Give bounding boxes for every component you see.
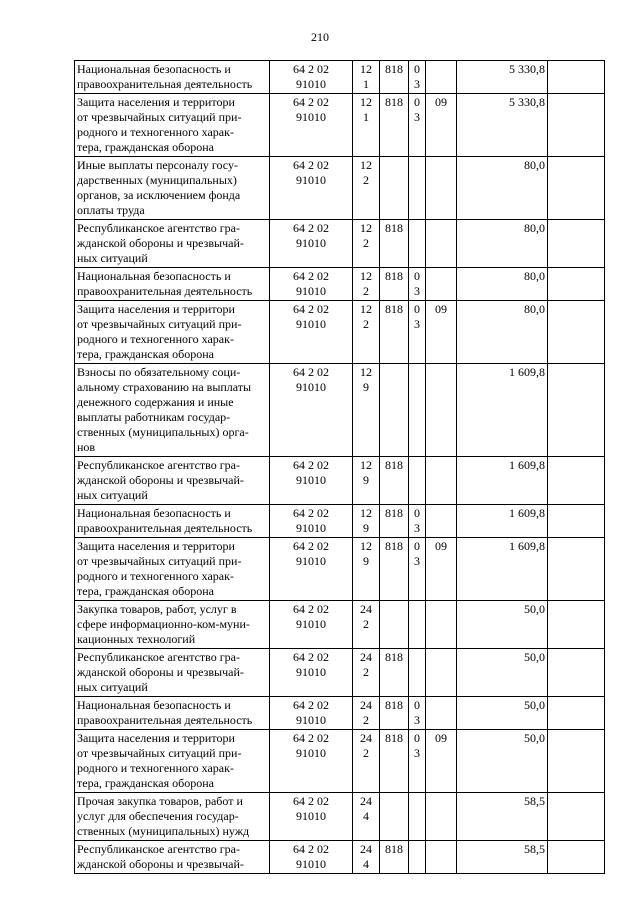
row-rz-cell (409, 649, 426, 697)
row-name-cell (75, 841, 270, 874)
row-sum: 50,0 (524, 602, 545, 616)
row-csr: 64 2 02 91010 (293, 458, 329, 487)
row-rz-cell (409, 793, 426, 841)
row-pr-cell (426, 94, 457, 157)
row-name: Национальная безопасность и правоохранительная деятельность (77, 62, 253, 91)
row-sum-cell (457, 364, 548, 457)
row-rz-cell (409, 94, 426, 157)
row-extra-cell (548, 268, 605, 301)
row-extra-cell (548, 220, 605, 268)
row-extra-cell (548, 61, 605, 94)
row-name: Республиканское агентство гра- жданской обороны и чрезвычай- ных ситуаций (77, 221, 244, 265)
row-csr: 64 2 02 91010 (293, 731, 329, 760)
row-csr: 64 2 02 91010 (293, 221, 329, 250)
row-extra-cell (548, 301, 605, 364)
row-grbs-cell (380, 157, 409, 220)
row-vr-cell (353, 730, 380, 793)
row-vr: 24 2 (360, 698, 372, 727)
row-rz: 0 3 (414, 62, 420, 91)
row-vr: 12 2 (360, 158, 372, 187)
row-name: Национальная безопасность и правоохранительная деятельность (77, 506, 253, 535)
table-row (75, 157, 605, 220)
row-csr-cell (270, 301, 353, 364)
row-rz-cell (409, 730, 426, 793)
row-name: Республиканское агентство гра- жданской обороны и чрезвычай- ных ситуаций (77, 458, 244, 502)
row-name: Закупка товаров, работ, услуг в сфере информационно-ком-муни- кационных технологий (77, 602, 250, 646)
row-csr-cell (270, 538, 353, 601)
row-pr-cell (426, 457, 457, 505)
row-vr: 12 2 (360, 302, 372, 331)
row-rz-cell (409, 301, 426, 364)
row-pr: 09 (435, 95, 447, 109)
row-csr-cell (270, 841, 353, 874)
row-name-cell (75, 538, 270, 601)
row-extra-cell (548, 94, 605, 157)
row-csr-cell (270, 220, 353, 268)
row-name: Национальная безопасность и правоохранительная деятельность (77, 698, 253, 727)
row-rz-cell (409, 697, 426, 730)
row-grbs-cell (380, 220, 409, 268)
row-name: Республиканское агентство гра- жданской обороны и чрезвычай- (77, 842, 244, 871)
row-name-cell (75, 793, 270, 841)
row-grbs: 818 (385, 269, 403, 283)
row-sum-cell (457, 268, 548, 301)
row-vr-cell (353, 94, 380, 157)
row-csr: 64 2 02 91010 (293, 302, 329, 331)
row-extra-cell (548, 730, 605, 793)
row-grbs-cell (380, 94, 409, 157)
row-sum: 80,0 (524, 221, 545, 235)
row-sum-cell (457, 61, 548, 94)
row-rz-cell (409, 61, 426, 94)
row-grbs-cell (380, 268, 409, 301)
row-vr-cell (353, 301, 380, 364)
row-extra-cell (548, 157, 605, 220)
table-row (75, 364, 605, 457)
row-csr: 64 2 02 91010 (293, 842, 329, 871)
row-csr-cell (270, 364, 353, 457)
row-name-cell (75, 505, 270, 538)
row-vr: 24 2 (360, 731, 372, 760)
row-grbs-cell (380, 697, 409, 730)
row-csr-cell (270, 61, 353, 94)
row-grbs: 818 (385, 698, 403, 712)
row-sum-cell (457, 601, 548, 649)
row-pr-cell (426, 220, 457, 268)
table-row (75, 601, 605, 649)
row-csr: 64 2 02 91010 (293, 506, 329, 535)
row-vr: 12 1 (360, 95, 372, 124)
row-pr-cell (426, 601, 457, 649)
row-sum-cell (457, 94, 548, 157)
table-row (75, 538, 605, 601)
row-grbs-cell (380, 841, 409, 874)
row-extra-cell (548, 793, 605, 841)
row-sum-cell (457, 841, 548, 874)
row-csr: 64 2 02 91010 (293, 650, 329, 679)
row-extra-cell (548, 538, 605, 601)
row-pr: 09 (435, 731, 447, 745)
row-pr-cell (426, 697, 457, 730)
row-name-cell (75, 94, 270, 157)
row-csr: 64 2 02 91010 (293, 62, 329, 91)
row-extra-cell (548, 364, 605, 457)
row-vr-cell (353, 649, 380, 697)
row-rz: 0 3 (414, 539, 420, 568)
row-sum-cell (457, 697, 548, 730)
row-name: Защита населения и территори от чрезвычайных ситуаций при- родного и техногенного харак- тера, гражданская оборона (77, 539, 242, 598)
row-csr-cell (270, 157, 353, 220)
row-vr: 12 1 (360, 62, 372, 91)
row-grbs: 818 (385, 458, 403, 472)
row-name-cell (75, 157, 270, 220)
row-pr-cell (426, 268, 457, 301)
row-grbs-cell (380, 538, 409, 601)
row-name-cell (75, 730, 270, 793)
table-row (75, 649, 605, 697)
row-csr-cell (270, 94, 353, 157)
budget-table (74, 60, 605, 874)
table-row (75, 505, 605, 538)
row-pr-cell (426, 364, 457, 457)
row-name-cell (75, 697, 270, 730)
row-name-cell (75, 649, 270, 697)
row-sum-cell (457, 793, 548, 841)
row-sum-cell (457, 301, 548, 364)
row-grbs-cell (380, 730, 409, 793)
row-sum: 1 609,8 (509, 365, 545, 379)
row-rz-cell (409, 364, 426, 457)
row-pr-cell (426, 730, 457, 793)
row-vr-cell (353, 538, 380, 601)
row-rz-cell (409, 457, 426, 505)
row-grbs-cell (380, 601, 409, 649)
row-pr-cell (426, 793, 457, 841)
row-sum: 80,0 (524, 158, 545, 172)
row-name: Защита населения и территори от чрезвычайных ситуаций при- родного и техногенного харак- тера, гражданская оборона (77, 302, 242, 361)
row-csr: 64 2 02 91010 (293, 794, 329, 823)
row-sum: 1 609,8 (509, 506, 545, 520)
row-rz: 0 3 (414, 269, 420, 298)
row-sum: 5 330,8 (509, 95, 545, 109)
row-csr: 64 2 02 91010 (293, 698, 329, 727)
row-vr: 12 9 (360, 458, 372, 487)
table-row (75, 793, 605, 841)
row-sum: 1 609,8 (509, 458, 545, 472)
row-grbs-cell (380, 505, 409, 538)
row-rz-cell (409, 505, 426, 538)
table-row (75, 61, 605, 94)
row-sum-cell (457, 538, 548, 601)
table-row (75, 301, 605, 364)
row-grbs: 818 (385, 731, 403, 745)
row-grbs-cell (380, 649, 409, 697)
table-row (75, 220, 605, 268)
row-sum: 80,0 (524, 302, 545, 316)
row-rz: 0 3 (414, 698, 420, 727)
row-rz-cell (409, 601, 426, 649)
row-vr: 12 2 (360, 269, 372, 298)
row-sum-cell (457, 649, 548, 697)
row-grbs-cell (380, 364, 409, 457)
row-vr-cell (353, 220, 380, 268)
row-csr: 64 2 02 91010 (293, 95, 329, 124)
row-vr: 12 9 (360, 539, 372, 568)
row-pr-cell (426, 538, 457, 601)
row-grbs: 818 (385, 506, 403, 520)
row-grbs-cell (380, 301, 409, 364)
row-grbs: 818 (385, 95, 403, 109)
row-pr: 09 (435, 302, 447, 316)
row-rz-cell (409, 841, 426, 874)
row-sum: 50,0 (524, 698, 545, 712)
row-sum-cell (457, 730, 548, 793)
page-number: 210 (311, 30, 329, 44)
row-name: Защита населения и территори от чрезвычайных ситуаций при- родного и техногенного харак- тера, гражданская оборона (77, 95, 242, 154)
row-vr-cell (353, 364, 380, 457)
row-pr-cell (426, 61, 457, 94)
row-csr-cell (270, 730, 353, 793)
row-sum-cell (457, 505, 548, 538)
row-vr-cell (353, 793, 380, 841)
row-sum: 58,5 (524, 794, 545, 808)
row-sum: 50,0 (524, 650, 545, 664)
row-pr: 09 (435, 539, 447, 553)
row-extra-cell (548, 505, 605, 538)
row-vr-cell (353, 505, 380, 538)
table-row (75, 268, 605, 301)
row-extra-cell (548, 649, 605, 697)
row-rz-cell (409, 157, 426, 220)
row-rz: 0 3 (414, 506, 420, 535)
row-vr: 12 2 (360, 221, 372, 250)
row-name: Национальная безопасность и правоохранительная деятельность (77, 269, 253, 298)
row-name-cell (75, 220, 270, 268)
row-grbs: 818 (385, 221, 403, 235)
row-vr-cell (353, 61, 380, 94)
row-csr: 64 2 02 91010 (293, 365, 329, 394)
row-vr-cell (353, 157, 380, 220)
row-sum-cell (457, 220, 548, 268)
row-rz-cell (409, 220, 426, 268)
row-name-cell (75, 601, 270, 649)
row-rz: 0 3 (414, 95, 420, 124)
row-name: Прочая закупка товаров, работ и услуг для обеспечения государ- ственных (муниципальных) нужд (77, 794, 250, 838)
row-sum: 5 330,8 (509, 62, 545, 76)
row-rz: 0 3 (414, 302, 420, 331)
row-grbs: 818 (385, 539, 403, 553)
row-sum: 58,5 (524, 842, 545, 856)
row-extra-cell (548, 697, 605, 730)
row-pr-cell (426, 841, 457, 874)
row-csr-cell (270, 793, 353, 841)
row-name-cell (75, 364, 270, 457)
row-pr-cell (426, 505, 457, 538)
row-grbs: 818 (385, 302, 403, 316)
table-row (75, 697, 605, 730)
row-sum-cell (457, 457, 548, 505)
row-csr: 64 2 02 91010 (293, 269, 329, 298)
row-csr-cell (270, 649, 353, 697)
row-vr-cell (353, 268, 380, 301)
row-grbs-cell (380, 793, 409, 841)
row-csr: 64 2 02 91010 (293, 602, 329, 631)
row-name-cell (75, 457, 270, 505)
row-rz-cell (409, 268, 426, 301)
row-grbs-cell (380, 61, 409, 94)
row-vr: 24 2 (360, 602, 372, 631)
row-name: Иные выплаты персоналу госу- дарственных (муниципальных) органов, за исключением фонда оплаты труда (77, 158, 241, 217)
row-sum-cell (457, 157, 548, 220)
row-csr-cell (270, 697, 353, 730)
row-vr: 24 4 (360, 794, 372, 823)
table-row (75, 457, 605, 505)
row-rz-cell (409, 538, 426, 601)
row-vr: 12 9 (360, 365, 372, 394)
row-name: Защита населения и территори от чрезвычайных ситуаций при- родного и техногенного харак- тера, гражданская оборона (77, 731, 242, 790)
row-name: Республиканское агентство гра- жданской обороны и чрезвычай- ных ситуаций (77, 650, 244, 694)
row-vr-cell (353, 601, 380, 649)
row-vr-cell (353, 697, 380, 730)
row-pr-cell (426, 157, 457, 220)
row-extra-cell (548, 841, 605, 874)
row-vr-cell (353, 457, 380, 505)
row-sum: 50,0 (524, 731, 545, 745)
table-row (75, 94, 605, 157)
row-grbs-cell (380, 457, 409, 505)
row-grbs: 818 (385, 62, 403, 76)
row-name: Взносы по обязательному соци- альному страхованию на выплаты денежного содержания и иные выплаты работникам государ- ственных (муниципальных) орга- нов (77, 365, 252, 454)
row-pr-cell (426, 649, 457, 697)
row-name-cell (75, 268, 270, 301)
row-extra-cell (548, 601, 605, 649)
row-pr-cell (426, 301, 457, 364)
row-grbs: 818 (385, 842, 403, 856)
row-csr-cell (270, 268, 353, 301)
row-csr: 64 2 02 91010 (293, 539, 329, 568)
row-name-cell (75, 61, 270, 94)
row-csr-cell (270, 457, 353, 505)
table-row (75, 730, 605, 793)
table-row (75, 841, 605, 874)
row-csr-cell (270, 601, 353, 649)
row-sum: 1 609,8 (509, 539, 545, 553)
row-extra-cell (548, 457, 605, 505)
row-rz: 0 3 (414, 731, 420, 760)
row-vr-cell (353, 841, 380, 874)
row-vr: 12 9 (360, 506, 372, 535)
row-csr-cell (270, 505, 353, 538)
row-sum: 80,0 (524, 269, 545, 283)
row-vr: 24 2 (360, 650, 372, 679)
row-name-cell (75, 301, 270, 364)
row-grbs: 818 (385, 650, 403, 664)
row-vr: 24 4 (360, 842, 372, 871)
row-csr: 64 2 02 91010 (293, 158, 329, 187)
